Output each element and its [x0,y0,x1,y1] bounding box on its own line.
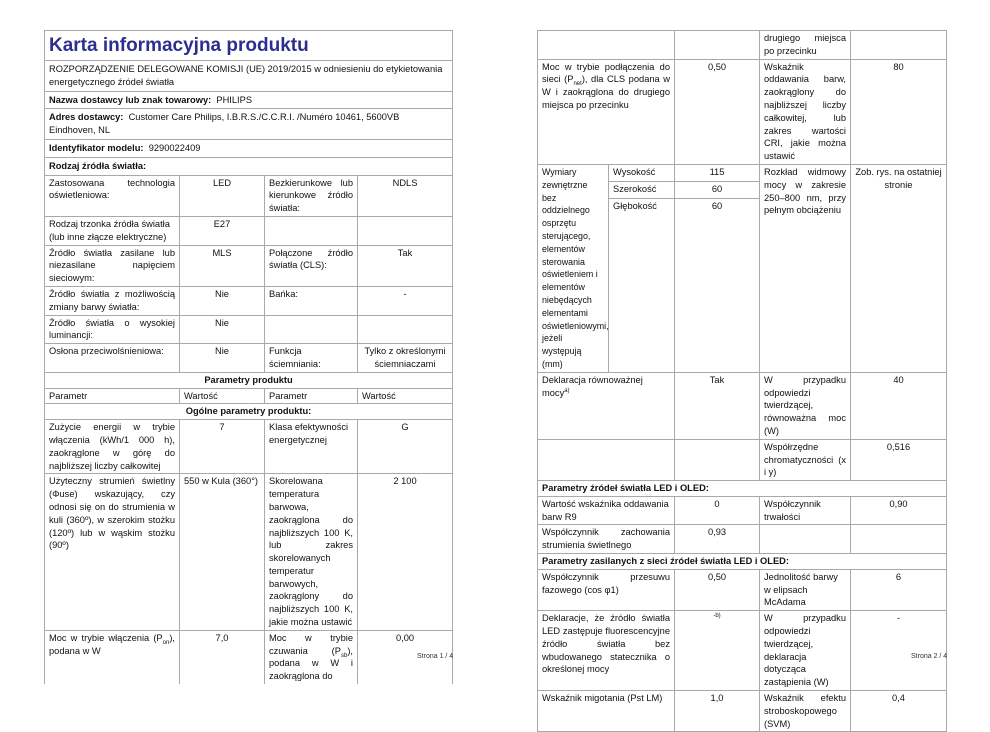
column-header-param: Parametr [45,388,180,404]
fluorescent-replacement-claim-value [675,611,760,691]
product-params-heading: Parametry produktu [45,372,453,388]
high-luminance-label: Źródło światła o wysokiej luminancji: [45,315,180,344]
fluorescent-replacement-claim-dash: - [713,613,716,620]
sheet-page-1 [44,30,452,684]
mains-value: MLS [180,245,265,286]
r9-label: Wartość wskaźnika oddawania barw R9 [538,496,675,525]
model-id-label: Identyfikator modelu: [49,142,144,153]
replacement-power-label: W przypadku odpowiedzi twierdzącej, deklaracja dotycząca zastąpienia (W) [760,611,851,691]
color-tunable-value: Nie [180,286,265,315]
cls-value: Tak [358,245,453,286]
cap-type-value: E27 [180,216,265,245]
color-consistency-value: 6 [851,569,947,610]
supplier-name-row [45,91,453,109]
useful-flux-value: 550 w Kula (360°) [180,474,265,631]
flicker-metric-label: Wskaźnik migotania (Pst LM) [538,691,675,732]
cap-type-cell [45,216,180,245]
on-mode-power-subscript: on [162,639,170,646]
power-factor-label: Współczynnik przesuwu fazowego (cos φ1) [538,569,675,610]
survival-factor-value: 0,90 [851,496,947,525]
empty-cell [265,315,358,344]
high-luminance-value: Nie [180,315,265,344]
dimmable-label: Funkcja ściemniania: [265,344,358,373]
envelope-value: - [358,286,453,315]
depth-value: 60 [675,198,760,372]
empty-cell [851,31,947,60]
dimensions-label: Wymiary zewnętrzne bez oddzielnego osprzętu sterującego, elementów sterowania oświetleniem i elementów niebędących elementami oświetleniowymi, jeżeli występują (mm) [538,164,609,372]
model-id-value: 9290022409 [148,142,201,153]
energy-consumption-label: Zużycie energii w trybie włączenia (kWh/1 000 h), zaokrąglone w górę do najbliższej liczby całkowitej [45,420,180,474]
empty-cell [538,439,675,480]
empty-cell [265,216,358,245]
column-header-value: Wartość [180,388,265,404]
general-params-heading: Ogólne parametry produktu: [45,404,453,420]
replacement-power-value: - [851,611,947,691]
empty-cell [358,315,453,344]
mains-label: Źródło światła zasilane lub niezasilane napięciem sieciowym: [45,245,180,286]
standby-power-label-text: Moc w trybie czuwania (P [269,632,353,656]
product-info-table-page-2 [537,30,947,732]
standby-power-label-text-end: ), podana w W i zaokrąglona do [269,645,353,682]
envelope-label: Bańka: [265,286,358,315]
power-factor-value: 0,50 [675,569,760,610]
equivalent-power-claim-footnote: a) [564,387,570,394]
mains-led-params-heading: Parametry zasilanych z sieci źródeł światła LED i OLED: [538,554,947,570]
cct-value: 2 100 [358,474,453,631]
color-consistency-label: Jednolitość barwy w elipsach McAdama [760,569,851,610]
networked-standby-power-label-text-end: ), dla CLS podana w W i zaokrąglona do drugiego miejsca po przecinku [542,74,670,110]
networked-standby-power-value: 0,50 [675,59,760,164]
empty-cell [538,31,675,60]
directional-value: NDLS [358,175,453,216]
networked-standby-power-label-text: Moc w trybie podłączenia do sieci (P [542,61,670,85]
column-header-value: Wartość [358,388,453,404]
equivalent-power-value: 40 [851,372,947,439]
supplier-name-value: PHILIPS [216,94,253,105]
cls-label: Połączone źródło światła (CLS): [265,245,358,286]
useful-flux-label: Użyteczny strumień świetlny (Φuse) wskazujący, czy odnosi się on do strumienia w kuli (360º), w szerokim stożku (120º) lub w wąskim stożku (90º) [45,474,180,631]
empty-cell [851,525,947,554]
page-footer-1: Strona 1 / 4 [417,653,454,660]
fluorescent-replacement-claim-footnote: b) [715,613,721,620]
anti-glare-value: Nie [180,344,265,373]
color-tunable-label: Źródło światła z możliwością zmiany barwy światła: [45,286,180,315]
dimmable-value: Tylko z określonymi ściemniaczami [358,344,453,373]
empty-cell [675,439,760,480]
stroboscopic-effect-value: 0,4 [851,691,947,732]
on-mode-power-label [45,630,180,684]
cap-type-label: Rodzaj trzonka źródła światła [49,218,170,229]
lumen-maintenance-label: Współczynnik zachowania strumienia świetlnego [538,525,675,554]
cct-label: Skorelowana temperatura barwowa, zaokrąglona do najbliższych 100 K, lub zakres skorelowanych temperatur barwowych, zaokrąglony do najbliższych 100 K, jakie można ustawić [265,474,358,631]
sheet-title: Karta informacyjna produktu [45,31,453,61]
energy-consumption-value: 7 [180,420,265,474]
model-id-row [45,139,453,157]
equivalent-power-claim-value: Tak [675,372,760,439]
supplier-address-value: Customer Care Philips, I.B.R.S./C.C.R.I. /Numéro 10461, 5600VB Eindhoven, NL [49,112,400,136]
standby-power-subscript: sb [340,652,348,659]
column-header-param: Parametr [265,388,358,404]
supplier-address-label: Adres dostawcy: [49,112,124,123]
width-label: Szerokość [609,181,675,198]
technology-value: LED [180,175,265,216]
cri-label: Wskaźnik oddawania barw, zaokrąglony do najbliższej liczby całkowitej, lub zakres wartości CRI, jakie można ustawić [760,59,851,164]
on-mode-power-label-text: Moc w trybie włączenia (P [49,632,163,643]
technology-label: Zastosowana technologia oświetleniowa: [45,175,180,216]
empty-cell [675,31,760,60]
stroboscopic-effect-label: Wskaźnik efektu stroboskopowego (SVM) [760,691,851,732]
width-value: 60 [675,181,760,198]
supplier-name-label: Nazwa dostawcy lub znak towarowy: [49,94,212,105]
efficiency-class-label: Klasa efektywności energetycznej [265,420,358,474]
spectral-distribution-label: Rozkład widmowy mocy w zakresie 250–800 nm, przy pełnym obciążeniu [760,164,851,372]
standby-power-value: 0,00 [358,630,453,684]
empty-cell [358,216,453,245]
directional-label: Bezkierunkowe lub kierunkowe źródło światła: [265,175,358,216]
efficiency-class-value: G [358,420,453,474]
survival-factor-label: Współczynnik trwałości [760,496,851,525]
equivalent-power-label: W przypadku odpowiedzi twierdzącej, równoważna moc (W) [760,372,851,439]
networked-standby-power-subscript: net [573,81,582,88]
led-oled-params-heading: Parametry źródeł światła LED i OLED: [538,481,947,497]
source-type-heading: Rodzaj źródła światła: [45,157,453,175]
cap-type-note: (lub inne złącze elektryczne) [49,231,167,242]
flicker-metric-value: 1,0 [675,691,760,732]
depth-label: Głębokość [609,198,675,372]
chromaticity-label: Współrzędne chromatyczności (x i y) [760,439,851,480]
supplier-address-row [45,109,453,140]
empty-cell [760,525,851,554]
chromaticity-value: 0,516 [851,439,947,480]
networked-standby-power-label [538,59,675,164]
equivalent-power-claim-text: Deklaracja równoważnej mocy [542,374,643,398]
on-mode-power-value: 7,0 [180,630,265,684]
standby-power-label-continued: drugiego miejsca po przecinku [760,31,851,60]
standby-power-label [265,630,358,684]
height-label: Wysokość [609,164,675,181]
cri-value: 80 [851,59,947,164]
regulation-reference: ROZPORZĄDZENIE DELEGOWANE KOMISJI (UE) 2019/2015 w odniesieniu do etykietowania energetycznego źródeł światła [45,61,453,92]
r9-value: 0 [675,496,760,525]
product-info-table-page-1 [44,30,453,684]
on-mode-power-label-text-end: ), podana w W [49,632,175,656]
sheet-page-2 [537,30,946,732]
page-footer-2: Strona 2 / 4 [911,653,948,660]
lumen-maintenance-value: 0,93 [675,525,760,554]
height-value: 115 [675,164,760,181]
fluorescent-replacement-claim-label: Deklaracje, że źródło światła LED zastępuje fluorescencyjne źródło światła bez wbudowanego statecznika o określonej mocy [538,611,675,691]
equivalent-power-claim-label [538,372,675,439]
anti-glare-label: Osłona przeciwolśnieniowa: [45,344,180,373]
spectral-distribution-value: Zob. rys. na ostatniej stronie [851,164,947,372]
